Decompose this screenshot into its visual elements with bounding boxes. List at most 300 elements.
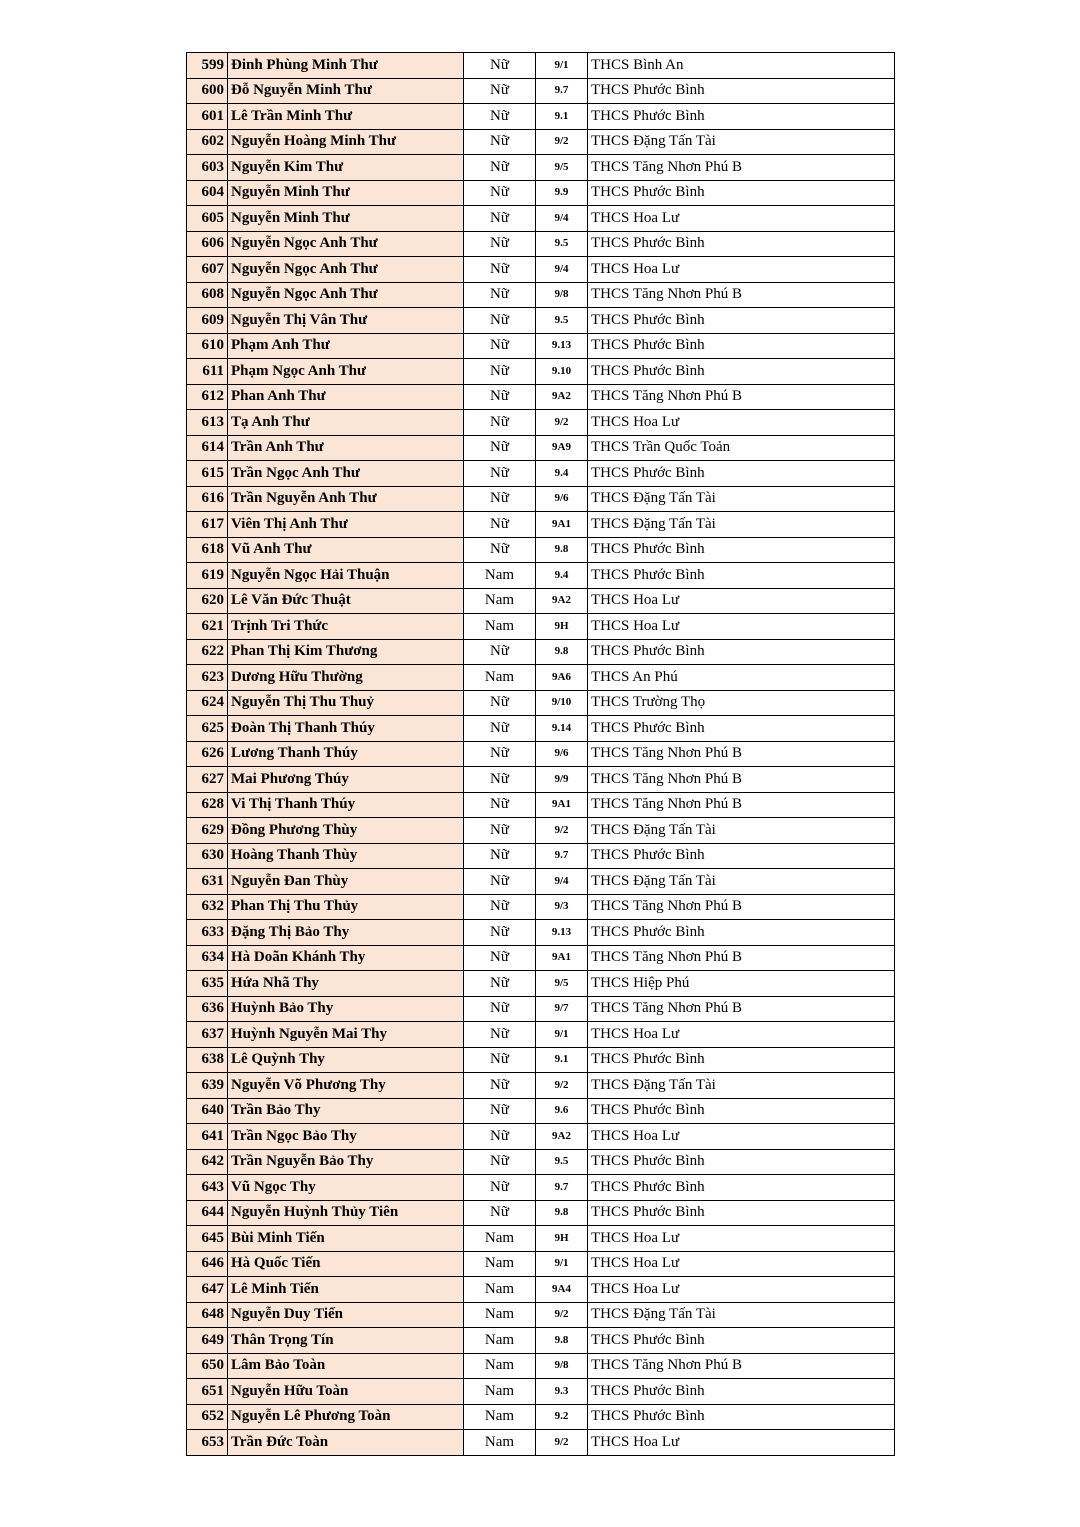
table-row bbox=[187, 155, 895, 181]
table-row bbox=[187, 920, 895, 946]
student-name-cell: Vi Thị Thanh Thúy bbox=[228, 792, 464, 818]
school-cell: THCS Đặng Tấn Tài bbox=[588, 129, 895, 155]
school-cell: THCS Hoa Lư bbox=[588, 1226, 895, 1252]
row-number-cell: 645 bbox=[187, 1226, 228, 1252]
row-number-cell: 638 bbox=[187, 1047, 228, 1073]
table-row bbox=[187, 665, 895, 691]
student-name-cell: Nguyễn Thị Vân Thư bbox=[228, 308, 464, 334]
class-cell: 9.4 bbox=[536, 461, 588, 487]
gender-cell: Nữ bbox=[464, 741, 536, 767]
row-number-cell: 650 bbox=[187, 1353, 228, 1379]
row-number-cell: 612 bbox=[187, 384, 228, 410]
table-row bbox=[187, 1022, 895, 1048]
gender-cell: Nữ bbox=[464, 1098, 536, 1124]
school-cell: THCS Hiệp Phú bbox=[588, 971, 895, 997]
school-cell: THCS Trần Quốc Toản bbox=[588, 435, 895, 461]
class-cell: 9/2 bbox=[536, 1430, 588, 1456]
school-cell: THCS Phước Bình bbox=[588, 1149, 895, 1175]
class-cell: 9.6 bbox=[536, 1098, 588, 1124]
school-cell: THCS Bình An bbox=[588, 53, 895, 79]
table-row bbox=[187, 282, 895, 308]
row-number-cell: 610 bbox=[187, 333, 228, 359]
class-cell: 9.2 bbox=[536, 1404, 588, 1430]
gender-cell: Nữ bbox=[464, 129, 536, 155]
school-cell: THCS Phước Bình bbox=[588, 716, 895, 742]
row-number-cell: 618 bbox=[187, 537, 228, 563]
school-cell: THCS Đặng Tấn Tài bbox=[588, 869, 895, 895]
student-name-cell: Nguyễn Hoàng Minh Thư bbox=[228, 129, 464, 155]
row-number-cell: 635 bbox=[187, 971, 228, 997]
student-name-cell: Nguyễn Minh Thư bbox=[228, 180, 464, 206]
row-number-cell: 630 bbox=[187, 843, 228, 869]
class-cell: 9.1 bbox=[536, 1047, 588, 1073]
gender-cell: Nữ bbox=[464, 282, 536, 308]
gender-cell: Nữ bbox=[464, 1073, 536, 1099]
class-cell: 9/8 bbox=[536, 1353, 588, 1379]
gender-cell: Nữ bbox=[464, 996, 536, 1022]
school-cell: THCS Phước Bình bbox=[588, 308, 895, 334]
table-row bbox=[187, 1379, 895, 1405]
student-name-cell: Lê Quỳnh Thy bbox=[228, 1047, 464, 1073]
row-number-cell: 608 bbox=[187, 282, 228, 308]
gender-cell: Nữ bbox=[464, 843, 536, 869]
class-cell: 9/4 bbox=[536, 206, 588, 232]
student-name-cell: Thân Trọng Tín bbox=[228, 1328, 464, 1354]
student-name-cell: Nguyễn Võ Phương Thy bbox=[228, 1073, 464, 1099]
row-number-cell: 615 bbox=[187, 461, 228, 487]
table-row bbox=[187, 1098, 895, 1124]
row-number-cell: 642 bbox=[187, 1149, 228, 1175]
gender-cell: Nam bbox=[464, 1404, 536, 1430]
class-cell: 9.7 bbox=[536, 843, 588, 869]
school-cell: THCS Đặng Tấn Tài bbox=[588, 1073, 895, 1099]
class-cell: 9.10 bbox=[536, 359, 588, 385]
school-cell: THCS Phước Bình bbox=[588, 1047, 895, 1073]
student-name-cell: Trần Nguyễn Bảo Thy bbox=[228, 1149, 464, 1175]
gender-cell: Nam bbox=[464, 1226, 536, 1252]
class-cell: 9.14 bbox=[536, 716, 588, 742]
student-name-cell: Lê Trần Minh Thư bbox=[228, 104, 464, 130]
row-number-cell: 600 bbox=[187, 78, 228, 104]
gender-cell: Nam bbox=[464, 614, 536, 640]
student-name-cell: Vũ Ngọc Thy bbox=[228, 1175, 464, 1201]
school-cell: THCS Phước Bình bbox=[588, 1328, 895, 1354]
table-row bbox=[187, 333, 895, 359]
school-cell: THCS Hoa Lư bbox=[588, 1022, 895, 1048]
school-cell: THCS Tăng Nhơn Phú B bbox=[588, 1353, 895, 1379]
student-name-cell: Mai Phương Thúy bbox=[228, 767, 464, 793]
school-cell: THCS Đặng Tấn Tài bbox=[588, 512, 895, 538]
school-cell: THCS Phước Bình bbox=[588, 333, 895, 359]
row-number-cell: 627 bbox=[187, 767, 228, 793]
class-cell: 9A9 bbox=[536, 435, 588, 461]
student-name-cell: Vũ Anh Thư bbox=[228, 537, 464, 563]
school-cell: THCS Đặng Tấn Tài bbox=[588, 486, 895, 512]
table-row bbox=[187, 1073, 895, 1099]
gender-cell: Nam bbox=[464, 1430, 536, 1456]
school-cell: THCS Phước Bình bbox=[588, 920, 895, 946]
class-cell: 9/2 bbox=[536, 1302, 588, 1328]
row-number-cell: 606 bbox=[187, 231, 228, 257]
table-row bbox=[187, 231, 895, 257]
table-row bbox=[187, 257, 895, 283]
student-name-cell: Nguyễn Minh Thư bbox=[228, 206, 464, 232]
table-row bbox=[187, 78, 895, 104]
class-cell: 9/5 bbox=[536, 971, 588, 997]
row-number-cell: 626 bbox=[187, 741, 228, 767]
gender-cell: Nam bbox=[464, 588, 536, 614]
school-cell: THCS Hoa Lư bbox=[588, 614, 895, 640]
class-cell: 9/1 bbox=[536, 1022, 588, 1048]
gender-cell: Nữ bbox=[464, 180, 536, 206]
gender-cell: Nữ bbox=[464, 1175, 536, 1201]
row-number-cell: 631 bbox=[187, 869, 228, 895]
school-cell: THCS Hoa Lư bbox=[588, 1277, 895, 1303]
student-name-cell: Nguyễn Ngọc Anh Thư bbox=[228, 231, 464, 257]
class-cell: 9/6 bbox=[536, 486, 588, 512]
student-name-cell: Trần Ngọc Bảo Thy bbox=[228, 1124, 464, 1150]
class-cell: 9A1 bbox=[536, 512, 588, 538]
student-name-cell: Nguyễn Huỳnh Thủy Tiên bbox=[228, 1200, 464, 1226]
class-cell: 9/7 bbox=[536, 996, 588, 1022]
student-name-cell: Nguyễn Kim Thư bbox=[228, 155, 464, 181]
school-cell: THCS Tăng Nhơn Phú B bbox=[588, 155, 895, 181]
row-number-cell: 613 bbox=[187, 410, 228, 436]
student-name-cell: Nguyễn Đan Thùy bbox=[228, 869, 464, 895]
school-cell: THCS Đặng Tấn Tài bbox=[588, 1302, 895, 1328]
class-cell: 9.3 bbox=[536, 1379, 588, 1405]
student-name-cell: Nguyễn Ngọc Anh Thư bbox=[228, 282, 464, 308]
table-row bbox=[187, 384, 895, 410]
gender-cell: Nam bbox=[464, 1277, 536, 1303]
gender-cell: Nam bbox=[464, 1379, 536, 1405]
gender-cell: Nữ bbox=[464, 869, 536, 895]
school-cell: THCS Phước Bình bbox=[588, 843, 895, 869]
gender-cell: Nữ bbox=[464, 155, 536, 181]
row-number-cell: 643 bbox=[187, 1175, 228, 1201]
table-row bbox=[187, 792, 895, 818]
gender-cell: Nữ bbox=[464, 1047, 536, 1073]
school-cell: THCS Tăng Nhơn Phú B bbox=[588, 282, 895, 308]
row-number-cell: 599 bbox=[187, 53, 228, 79]
row-number-cell: 646 bbox=[187, 1251, 228, 1277]
student-name-cell: Lâm Bảo Toàn bbox=[228, 1353, 464, 1379]
gender-cell: Nữ bbox=[464, 104, 536, 130]
row-number-cell: 620 bbox=[187, 588, 228, 614]
table-row bbox=[187, 1200, 895, 1226]
class-cell: 9.1 bbox=[536, 104, 588, 130]
school-cell: THCS Phước Bình bbox=[588, 1379, 895, 1405]
table-row bbox=[187, 767, 895, 793]
school-cell: THCS Tăng Nhơn Phú B bbox=[588, 741, 895, 767]
gender-cell: Nữ bbox=[464, 359, 536, 385]
table-row bbox=[187, 1047, 895, 1073]
class-cell: 9.13 bbox=[536, 333, 588, 359]
gender-cell: Nữ bbox=[464, 1022, 536, 1048]
row-number-cell: 607 bbox=[187, 257, 228, 283]
gender-cell: Nam bbox=[464, 665, 536, 691]
class-cell: 9/5 bbox=[536, 155, 588, 181]
school-cell: THCS Phước Bình bbox=[588, 1098, 895, 1124]
gender-cell: Nữ bbox=[464, 78, 536, 104]
class-cell: 9A4 bbox=[536, 1277, 588, 1303]
student-name-cell: Nguyễn Lê Phương Toàn bbox=[228, 1404, 464, 1430]
class-cell: 9/8 bbox=[536, 282, 588, 308]
row-number-cell: 603 bbox=[187, 155, 228, 181]
school-cell: THCS Phước Bình bbox=[588, 78, 895, 104]
row-number-cell: 621 bbox=[187, 614, 228, 640]
gender-cell: Nam bbox=[464, 1353, 536, 1379]
row-number-cell: 605 bbox=[187, 206, 228, 232]
student-name-cell: Trần Đức Toàn bbox=[228, 1430, 464, 1456]
class-cell: 9A1 bbox=[536, 792, 588, 818]
table-row bbox=[187, 639, 895, 665]
school-cell: THCS Phước Bình bbox=[588, 461, 895, 487]
row-number-cell: 614 bbox=[187, 435, 228, 461]
student-name-cell: Viên Thị Anh Thư bbox=[228, 512, 464, 538]
class-cell: 9.8 bbox=[536, 1328, 588, 1354]
table-row bbox=[187, 1302, 895, 1328]
table-row bbox=[187, 945, 895, 971]
student-name-cell: Lê Văn Đức Thuật bbox=[228, 588, 464, 614]
student-list-table bbox=[186, 52, 895, 1456]
row-number-cell: 624 bbox=[187, 690, 228, 716]
class-cell: 9/1 bbox=[536, 1251, 588, 1277]
row-number-cell: 619 bbox=[187, 563, 228, 589]
table-row bbox=[187, 104, 895, 130]
school-cell: THCS Phước Bình bbox=[588, 231, 895, 257]
table-row bbox=[187, 512, 895, 538]
school-cell: THCS Phước Bình bbox=[588, 104, 895, 130]
row-number-cell: 634 bbox=[187, 945, 228, 971]
row-number-cell: 648 bbox=[187, 1302, 228, 1328]
table-row bbox=[187, 843, 895, 869]
school-cell: THCS Hoa Lư bbox=[588, 257, 895, 283]
table-row bbox=[187, 461, 895, 487]
school-cell: THCS An Phú bbox=[588, 665, 895, 691]
table-row bbox=[187, 180, 895, 206]
gender-cell: Nữ bbox=[464, 257, 536, 283]
class-cell: 9A2 bbox=[536, 588, 588, 614]
class-cell: 9.8 bbox=[536, 639, 588, 665]
gender-cell: Nữ bbox=[464, 231, 536, 257]
student-name-cell: Hà Doãn Khánh Thy bbox=[228, 945, 464, 971]
class-cell: 9/2 bbox=[536, 410, 588, 436]
row-number-cell: 639 bbox=[187, 1073, 228, 1099]
student-name-cell: Lương Thanh Thúy bbox=[228, 741, 464, 767]
school-cell: THCS Tăng Nhơn Phú B bbox=[588, 996, 895, 1022]
gender-cell: Nữ bbox=[464, 767, 536, 793]
class-cell: 9A2 bbox=[536, 384, 588, 410]
student-name-cell: Phan Thị Thu Thủy bbox=[228, 894, 464, 920]
student-name-cell: Phạm Anh Thư bbox=[228, 333, 464, 359]
school-cell: THCS Phước Bình bbox=[588, 359, 895, 385]
student-name-cell: Hứa Nhã Thy bbox=[228, 971, 464, 997]
row-number-cell: 617 bbox=[187, 512, 228, 538]
row-number-cell: 604 bbox=[187, 180, 228, 206]
class-cell: 9/9 bbox=[536, 767, 588, 793]
school-cell: THCS Hoa Lư bbox=[588, 1124, 895, 1150]
gender-cell: Nữ bbox=[464, 384, 536, 410]
table-row bbox=[187, 869, 895, 895]
table-row bbox=[187, 1404, 895, 1430]
school-cell: THCS Phước Bình bbox=[588, 639, 895, 665]
table-row bbox=[187, 741, 895, 767]
class-cell: 9/2 bbox=[536, 129, 588, 155]
school-cell: THCS Tăng Nhơn Phú B bbox=[588, 767, 895, 793]
student-name-cell: Trần Nguyễn Anh Thư bbox=[228, 486, 464, 512]
class-cell: 9.7 bbox=[536, 78, 588, 104]
row-number-cell: 644 bbox=[187, 1200, 228, 1226]
school-cell: THCS Hoa Lư bbox=[588, 588, 895, 614]
class-cell: 9.13 bbox=[536, 920, 588, 946]
table-row bbox=[187, 1226, 895, 1252]
student-name-cell: Nguyễn Thị Thu Thuỷ bbox=[228, 690, 464, 716]
table-row bbox=[187, 996, 895, 1022]
row-number-cell: 647 bbox=[187, 1277, 228, 1303]
gender-cell: Nữ bbox=[464, 945, 536, 971]
class-cell: 9A1 bbox=[536, 945, 588, 971]
school-cell: THCS Hoa Lư bbox=[588, 410, 895, 436]
school-cell: THCS Trường Thọ bbox=[588, 690, 895, 716]
row-number-cell: 636 bbox=[187, 996, 228, 1022]
school-cell: THCS Hoa Lư bbox=[588, 1430, 895, 1456]
class-cell: 9.8 bbox=[536, 1200, 588, 1226]
student-name-cell: Bùi Minh Tiến bbox=[228, 1226, 464, 1252]
table-row bbox=[187, 588, 895, 614]
class-cell: 9/2 bbox=[536, 1073, 588, 1099]
class-cell: 9/4 bbox=[536, 257, 588, 283]
row-number-cell: 628 bbox=[187, 792, 228, 818]
row-number-cell: 652 bbox=[187, 1404, 228, 1430]
table-row bbox=[187, 1430, 895, 1456]
class-cell: 9.4 bbox=[536, 563, 588, 589]
student-name-cell: Huỳnh Nguyễn Mai Thy bbox=[228, 1022, 464, 1048]
school-cell: THCS Phước Bình bbox=[588, 1200, 895, 1226]
table-row bbox=[187, 537, 895, 563]
table-row bbox=[187, 410, 895, 436]
row-number-cell: 623 bbox=[187, 665, 228, 691]
gender-cell: Nam bbox=[464, 1328, 536, 1354]
school-cell: THCS Đặng Tấn Tài bbox=[588, 818, 895, 844]
gender-cell: Nữ bbox=[464, 435, 536, 461]
table-row bbox=[187, 1277, 895, 1303]
gender-cell: Nữ bbox=[464, 716, 536, 742]
row-number-cell: 602 bbox=[187, 129, 228, 155]
row-number-cell: 601 bbox=[187, 104, 228, 130]
student-name-cell: Nguyễn Ngọc Anh Thư bbox=[228, 257, 464, 283]
table-row bbox=[187, 563, 895, 589]
gender-cell: Nam bbox=[464, 1302, 536, 1328]
gender-cell: Nam bbox=[464, 563, 536, 589]
gender-cell: Nữ bbox=[464, 1200, 536, 1226]
table-row bbox=[187, 971, 895, 997]
class-cell: 9/4 bbox=[536, 869, 588, 895]
student-name-cell: Nguyễn Duy Tiến bbox=[228, 1302, 464, 1328]
table-row bbox=[187, 1353, 895, 1379]
table-row bbox=[187, 1149, 895, 1175]
student-name-cell: Trần Ngọc Anh Thư bbox=[228, 461, 464, 487]
student-name-cell: Phan Thị Kim Thương bbox=[228, 639, 464, 665]
table-row bbox=[187, 1175, 895, 1201]
class-cell: 9/6 bbox=[536, 741, 588, 767]
gender-cell: Nữ bbox=[464, 333, 536, 359]
student-name-cell: Đoàn Thị Thanh Thúy bbox=[228, 716, 464, 742]
student-name-cell: Huỳnh Bảo Thy bbox=[228, 996, 464, 1022]
class-cell: 9.5 bbox=[536, 308, 588, 334]
row-number-cell: 640 bbox=[187, 1098, 228, 1124]
table-row bbox=[187, 53, 895, 79]
class-cell: 9A2 bbox=[536, 1124, 588, 1150]
student-name-cell: Nguyễn Ngọc Hải Thuận bbox=[228, 563, 464, 589]
class-cell: 9/3 bbox=[536, 894, 588, 920]
student-name-cell: Trần Bảo Thy bbox=[228, 1098, 464, 1124]
row-number-cell: 653 bbox=[187, 1430, 228, 1456]
row-number-cell: 637 bbox=[187, 1022, 228, 1048]
student-name-cell: Trần Anh Thư bbox=[228, 435, 464, 461]
table-row bbox=[187, 690, 895, 716]
row-number-cell: 625 bbox=[187, 716, 228, 742]
school-cell: THCS Phước Bình bbox=[588, 1175, 895, 1201]
student-list-body bbox=[187, 53, 895, 1456]
class-cell: 9.9 bbox=[536, 180, 588, 206]
table-row bbox=[187, 716, 895, 742]
row-number-cell: 649 bbox=[187, 1328, 228, 1354]
gender-cell: Nữ bbox=[464, 971, 536, 997]
student-name-cell: Đỗ Nguyễn Minh Thư bbox=[228, 78, 464, 104]
school-cell: THCS Tăng Nhơn Phú B bbox=[588, 894, 895, 920]
gender-cell: Nữ bbox=[464, 894, 536, 920]
table-row bbox=[187, 308, 895, 334]
class-cell: 9.5 bbox=[536, 1149, 588, 1175]
school-cell: THCS Phước Bình bbox=[588, 537, 895, 563]
gender-cell: Nữ bbox=[464, 690, 536, 716]
table-row bbox=[187, 1124, 895, 1150]
gender-cell: Nữ bbox=[464, 206, 536, 232]
student-name-cell: Trịnh Tri Thức bbox=[228, 614, 464, 640]
row-number-cell: 622 bbox=[187, 639, 228, 665]
row-number-cell: 633 bbox=[187, 920, 228, 946]
school-cell: THCS Phước Bình bbox=[588, 180, 895, 206]
student-name-cell: Nguyễn Hữu Toàn bbox=[228, 1379, 464, 1405]
school-cell: THCS Tăng Nhơn Phú B bbox=[588, 945, 895, 971]
class-cell: 9.7 bbox=[536, 1175, 588, 1201]
class-cell: 9A6 bbox=[536, 665, 588, 691]
table-row bbox=[187, 894, 895, 920]
gender-cell: Nữ bbox=[464, 410, 536, 436]
table-row bbox=[187, 1251, 895, 1277]
class-cell: 9/2 bbox=[536, 818, 588, 844]
row-number-cell: 651 bbox=[187, 1379, 228, 1405]
class-cell: 9H bbox=[536, 1226, 588, 1252]
gender-cell: Nữ bbox=[464, 792, 536, 818]
gender-cell: Nữ bbox=[464, 512, 536, 538]
class-cell: 9H bbox=[536, 614, 588, 640]
student-name-cell: Hoàng Thanh Thùy bbox=[228, 843, 464, 869]
school-cell: THCS Phước Bình bbox=[588, 1404, 895, 1430]
gender-cell: Nữ bbox=[464, 461, 536, 487]
table-row bbox=[187, 1328, 895, 1354]
student-name-cell: Dương Hữu Thường bbox=[228, 665, 464, 691]
student-name-cell: Hà Quốc Tiến bbox=[228, 1251, 464, 1277]
student-name-cell: Tạ Anh Thư bbox=[228, 410, 464, 436]
gender-cell: Nữ bbox=[464, 537, 536, 563]
gender-cell: Nữ bbox=[464, 1124, 536, 1150]
row-number-cell: 611 bbox=[187, 359, 228, 385]
table-row bbox=[187, 818, 895, 844]
class-cell: 9.8 bbox=[536, 537, 588, 563]
student-name-cell: Phạm Ngọc Anh Thư bbox=[228, 359, 464, 385]
